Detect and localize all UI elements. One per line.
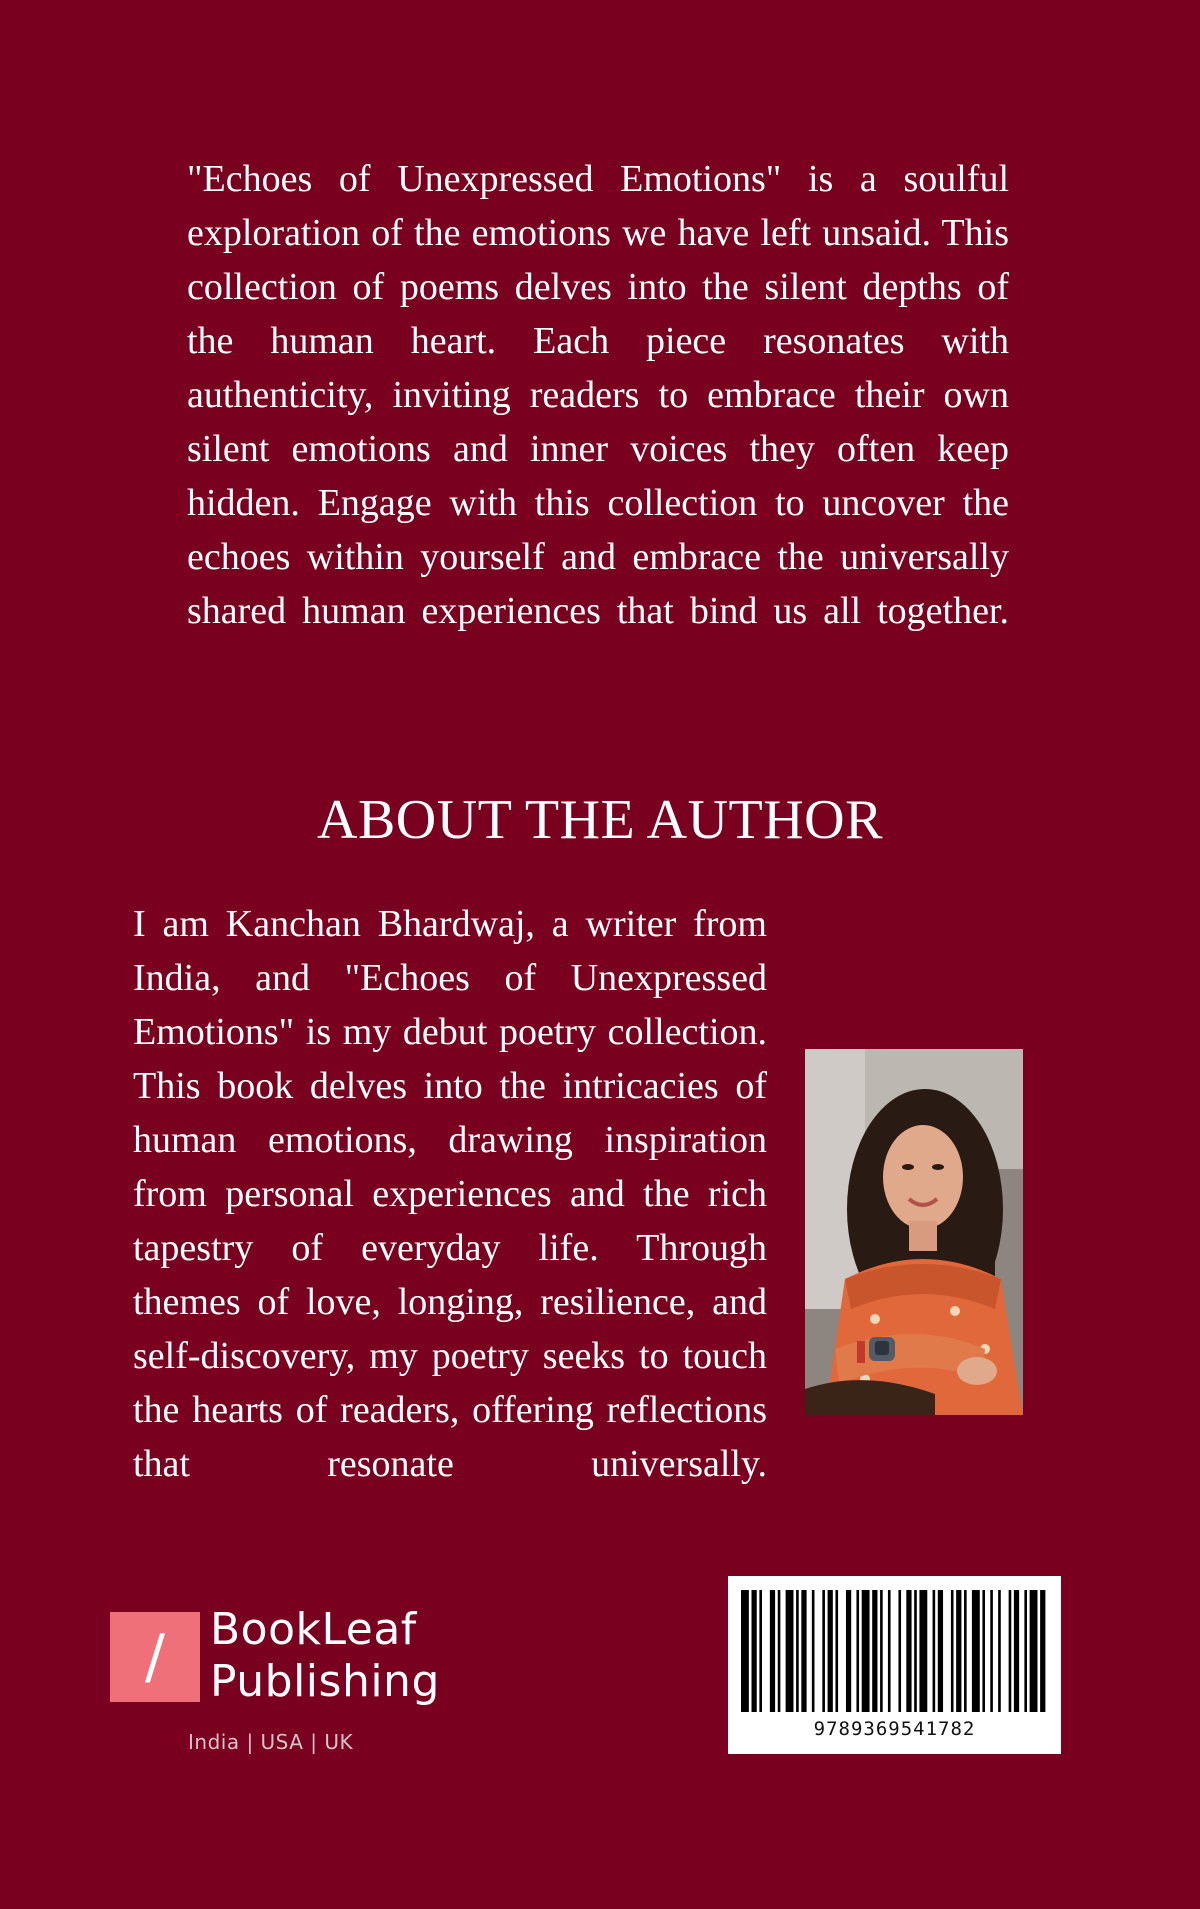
barcode-bar <box>906 1590 911 1712</box>
barcode-bar <box>990 1590 993 1712</box>
barcode-bar <box>951 1590 954 1712</box>
barcode-bar <box>862 1590 870 1712</box>
barcode-bar <box>778 1590 781 1712</box>
barcode-bar <box>888 1590 891 1712</box>
barcode-bar <box>752 1590 757 1712</box>
barcode-bar <box>835 1590 838 1712</box>
bookleaf-mark-icon <box>110 1612 200 1702</box>
isbn-barcode <box>728 1576 1061 1754</box>
barcode-bar <box>938 1590 943 1712</box>
barcode-bar <box>998 1590 1001 1712</box>
barcode-bar <box>898 1590 901 1712</box>
barcode-bar <box>1024 1590 1027 1712</box>
barcode-bar <box>828 1590 833 1712</box>
barcode-bar <box>822 1590 825 1712</box>
barcode-bar <box>856 1590 859 1712</box>
publisher-logo <box>110 1604 440 1762</box>
barcode-bar <box>801 1590 806 1712</box>
isbn-number: 9789369541782 <box>813 1718 976 1740</box>
barcode-bar <box>933 1590 936 1712</box>
barcode-bar <box>770 1590 775 1712</box>
publisher-name <box>210 1604 440 1708</box>
publisher-regions: India | USA | UK <box>188 1730 354 1754</box>
barcode-bar <box>919 1590 927 1712</box>
barcode-bar <box>1014 1590 1019 1712</box>
barcode-icon <box>741 1590 1048 1712</box>
barcode-bar <box>741 1590 749 1712</box>
barcode-bar <box>759 1590 762 1712</box>
barcode-bar <box>972 1590 980 1712</box>
barcode-bar <box>1040 1590 1045 1712</box>
barcode-bar <box>812 1590 815 1712</box>
logo-slash: / <box>144 1622 166 1692</box>
barcode-bar <box>872 1590 877 1712</box>
barcode-bar <box>1030 1590 1038 1712</box>
barcode-bar <box>846 1590 851 1712</box>
about-author-heading: ABOUT THE AUTHOR <box>317 789 883 851</box>
book-blurb: "Echoes of Unexpressed Emotions" is a soulful exploration of the emotions we have left unsaid. This collection of poems delves into the silent depths of the human heart. Each piece resonates with authenticity, inviting readers to embrace their own silent emotions and inner voices they often keep hidden. Engage with this collection to uncover the echoes within yourself and embrace the universally shared human experiences that bind us all together. <box>187 158 1009 632</box>
barcode-bar <box>964 1590 967 1712</box>
author-portrait-illustration <box>805 1049 1023 1415</box>
barcode-bar <box>786 1590 794 1712</box>
barcode-bar <box>796 1590 799 1712</box>
publisher-name-line1: BookLeaf <box>210 1604 417 1655</box>
publisher-name-line2: Publishing <box>210 1656 440 1707</box>
barcode-bar <box>956 1590 961 1712</box>
barcode-bar <box>1009 1590 1012 1712</box>
barcode-bar <box>914 1590 917 1712</box>
barcode-bar <box>982 1590 985 1712</box>
author-bio: I am Kanchan Bhardwaj, a writer from India, and "Echoes of Unexpressed Emotions" is my debut poetry collection. This book delves into the intricacies of human emotions, drawing inspiration from personal experiences and the rich tapestry of everyday life. Through themes of love, longing, resilience, and self-discovery, my poetry seeks to touch the hearts of readers, offering reflections that resonate universally. <box>133 903 767 1485</box>
author-photo <box>805 1049 1023 1415</box>
barcode-bar <box>880 1590 883 1712</box>
